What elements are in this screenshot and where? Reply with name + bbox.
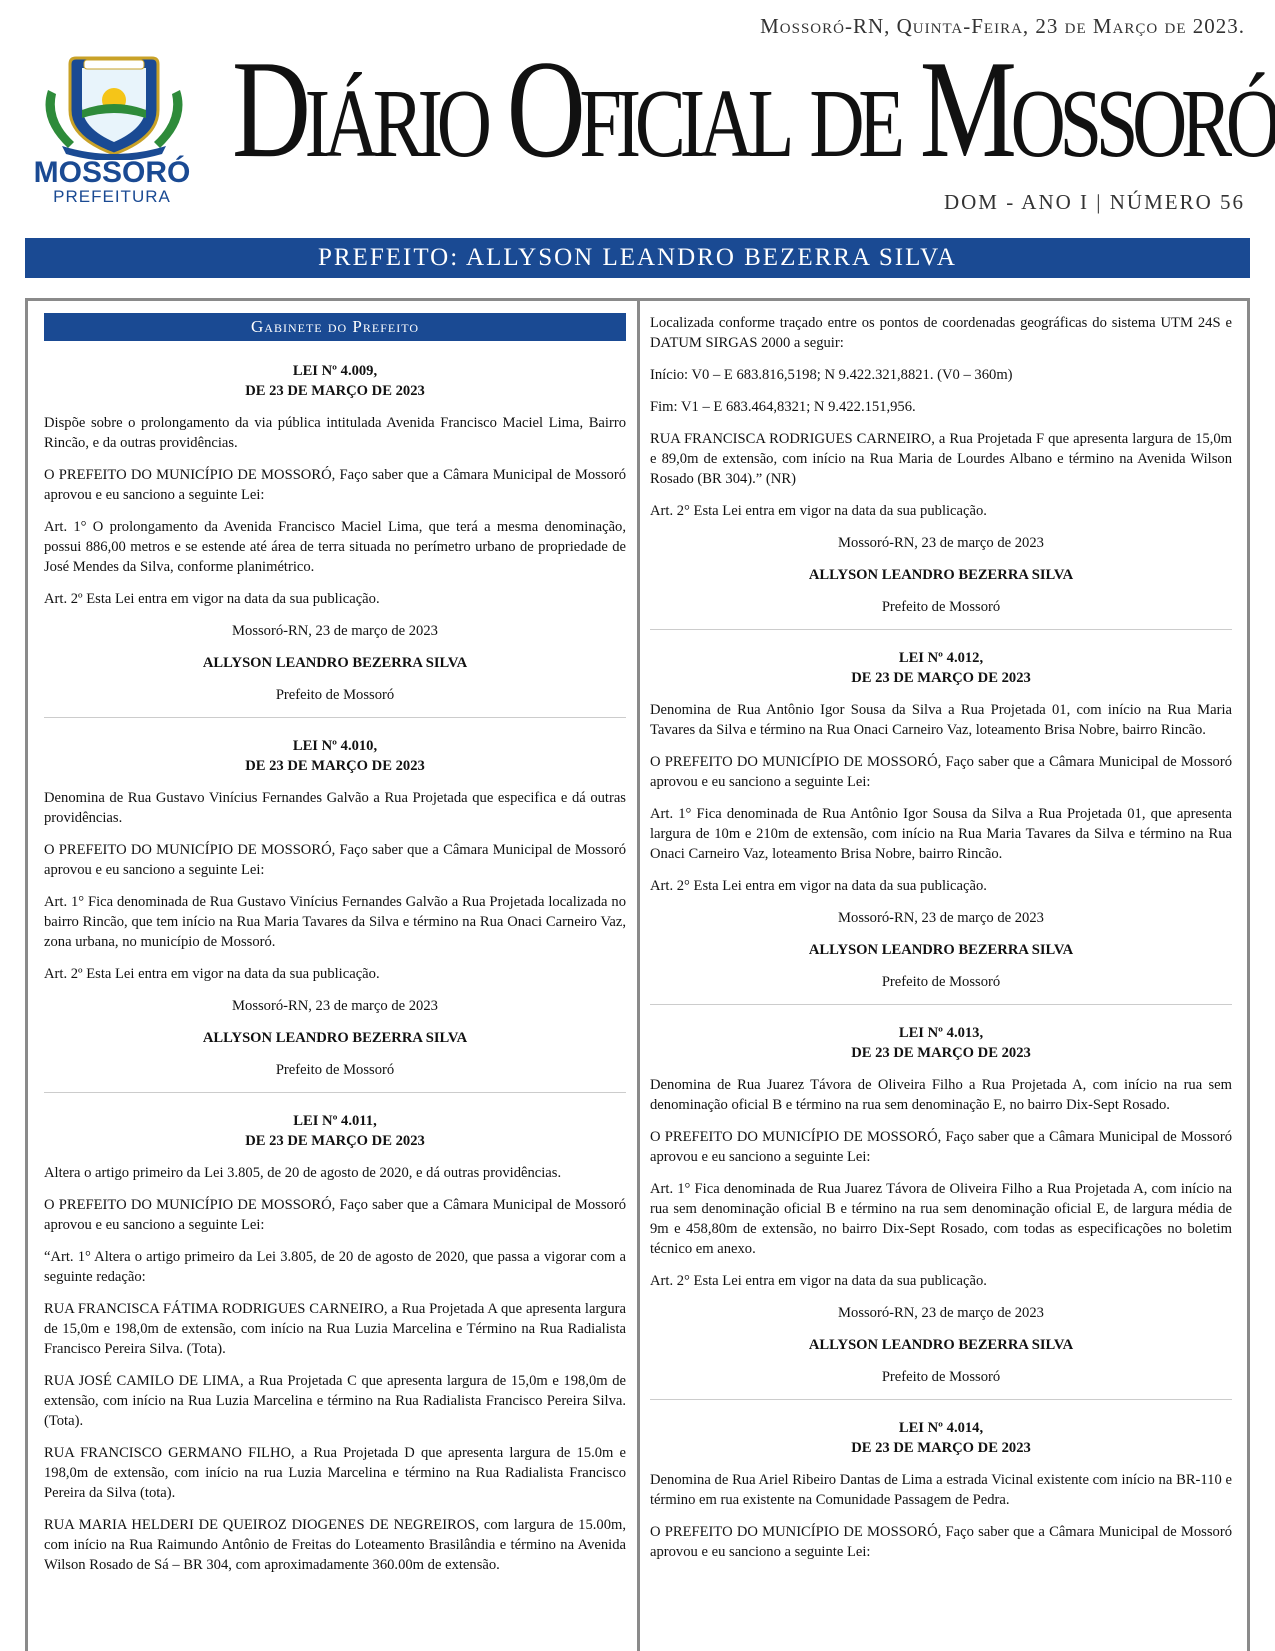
law-preamble: O PREFEITO DO MUNICÍPIO DE MOSSORÓ, Faço saber que a Câmara Municipal de Mossoró aprovou e eu sanciono a seguinte Lei: bbox=[650, 1129, 1232, 1165]
law-4014 bbox=[650, 1418, 1232, 1562]
law-title bbox=[44, 361, 626, 401]
section-header: Gabinete do Prefeito bbox=[44, 313, 626, 341]
left-column bbox=[44, 313, 626, 1587]
law-preamble: O PREFEITO DO MUNICÍPIO DE MOSSORÓ, Faço saber que a Câmara Municipal de Mossoró aprovou e eu sanciono a seguinte Lei: bbox=[44, 1197, 626, 1233]
law-date: DE 23 DE MARÇO DE 2023 bbox=[245, 1133, 425, 1149]
law-4013 bbox=[650, 1023, 1232, 1387]
law-date: DE 23 DE MARÇO DE 2023 bbox=[851, 670, 1031, 686]
law-place-date: Mossoró-RN, 23 de março de 2023 bbox=[838, 1305, 1044, 1321]
signer-name: ALLYSON LEANDRO BEZERRA SILVA bbox=[808, 942, 1074, 958]
law-article-1: Art. 1° O prolongamento da Avenida Francisco Maciel Lima, que terá a mesma denominação, possui 886,00 metros e se estende até área de terra situada no perímetro urbano de propriedade de José Mendes da Silva, conforme planimétrico. bbox=[44, 519, 626, 575]
law-place-date: Mossoró-RN, 23 de março de 2023 bbox=[838, 910, 1044, 926]
logo-name: MOSSORÓ bbox=[33, 156, 191, 189]
dateline: Mossoró-RN, Quinta-Feira, 23 de Março de 2023. bbox=[760, 14, 1245, 38]
law-date: DE 23 DE MARÇO DE 2023 bbox=[245, 758, 425, 774]
law-ementa: Denomina de Rua Gustavo Vinícius Fernandes Galvão a Rua Projetada que especifica e dá outras providências. bbox=[44, 790, 626, 826]
masthead-title: Diário Oficial de Mossoró bbox=[232, 32, 1275, 187]
mayor-banner: PREFEITO: ALLYSON LEANDRO BEZERRA SILVA bbox=[25, 238, 1250, 278]
law-article-1: Art. 1° Fica denominada de Rua Juarez Távora de Oliveira Filho a Rua Projetada A, com início na rua sem denominação oficial B e término na rua sem denominação oficial E, de largura média de 9m e 458,80m de extensão, no bairro Dix-Sept Rosado, com todas as especificações no boletim técnico em anexo. bbox=[650, 1181, 1232, 1257]
law-title bbox=[650, 1023, 1232, 1063]
law-4011-continued bbox=[650, 313, 1232, 617]
law-article-1: Art. 1° Fica denominada de Rua Gustavo Vinícius Fernandes Galvão a Rua Projetada localizada no bairro Rincão, que tem início na Rua Maria Tavares da Silva e término na Rua Onaci Carneiro Vaz, zona urbana, no município de Mossoró. bbox=[44, 894, 626, 950]
right-column bbox=[650, 313, 1232, 1574]
coat-of-arms-icon bbox=[24, 50, 204, 160]
signer-name: ALLYSON LEANDRO BEZERRA SILVA bbox=[808, 1337, 1074, 1353]
signer-role: Prefeito de Mossoró bbox=[275, 687, 395, 703]
signer-name: ALLYSON LEANDRO BEZERRA SILVA bbox=[808, 567, 1074, 583]
law-preamble: O PREFEITO DO MUNICÍPIO DE MOSSORÓ, Faço saber que a Câmara Municipal de Mossoró aprovou e eu sanciono a seguinte Lei: bbox=[650, 754, 1232, 790]
separator bbox=[650, 629, 1232, 630]
law-date: DE 23 DE MARÇO DE 2023 bbox=[851, 1045, 1031, 1061]
column-divider bbox=[637, 298, 640, 1651]
law-number: LEI Nº 4.010, bbox=[292, 738, 378, 754]
law-paragraph: RUA JOSÉ CAMILO DE LIMA, a Rua Projetada C que apresenta largura de 15,0m e 198,0m de extensão, com início na Rua Luzia Marcelina e término na Rua Radialista Francisco Pereira Silva. (Tota). bbox=[44, 1373, 626, 1429]
law-paragraph: RUA FRANCISCA FÁTIMA RODRIGUES CARNEIRO, a Rua Projetada A que apresenta largura de 15,0m e 198,0m de extensão, com início na Rua Luzia Marcelina e Término na Rua Radialista Francisco Pereira Silva. (Tota). bbox=[44, 1301, 626, 1357]
law-number: LEI Nº 4.011, bbox=[293, 1113, 377, 1129]
law-place-date: Mossoró-RN, 23 de março de 2023 bbox=[232, 623, 438, 639]
law-4011 bbox=[44, 1111, 626, 1575]
law-article-2: Art. 2° Esta Lei entra em vigor na data da sua publicação. bbox=[650, 878, 987, 894]
law-title bbox=[650, 648, 1232, 688]
law-article-2: Art. 2° Esta Lei entra em vigor na data da sua publicação. bbox=[650, 1273, 987, 1289]
logo-subtitle: PREFEITURA bbox=[53, 187, 171, 206]
signer-role: Prefeito de Mossoró bbox=[275, 1062, 395, 1078]
law-date: DE 23 DE MARÇO DE 2023 bbox=[851, 1440, 1031, 1456]
law-article-1: “Art. 1° Altera o artigo primeiro da Lei 3.805, de 20 de agosto de 2020, que passa a vigorar com a seguinte redação: bbox=[44, 1249, 626, 1285]
law-place-date: Mossoró-RN, 23 de março de 2023 bbox=[838, 535, 1044, 551]
signer-name: ALLYSON LEANDRO BEZERRA SILVA bbox=[202, 1030, 468, 1046]
law-ementa: Denomina de Rua Juarez Távora de Oliveira Filho a Rua Projetada A, com início na rua sem denominação oficial B e término na rua sem denominação E, no bairro Dix-Sept Rosado. bbox=[650, 1077, 1232, 1113]
law-title bbox=[44, 736, 626, 776]
law-title bbox=[44, 1111, 626, 1151]
law-article-2: Art. 2º Esta Lei entra em vigor na data da sua publicação. bbox=[44, 966, 380, 982]
law-4009 bbox=[44, 361, 626, 705]
law-ementa: Altera o artigo primeiro da Lei 3.805, de 20 de agosto de 2020, e dá outras providências. bbox=[44, 1165, 562, 1181]
law-paragraph: RUA MARIA HELDERI DE QUEIROZ DIOGENES DE NEGREIROS, com largura de 15.00m, com início na Rua Raimundo Antônio de Freitas do Loteamento Brasilândia e término na Avenida Wilson Rosado de Sá – BR 304, com aproximadamente 360.00m de extensão. bbox=[44, 1517, 626, 1573]
law-ementa: Denomina de Rua Ariel Ribeiro Dantas de Lima a estrada Vicinal existente com início na BR-110 e término em rua existente na Comunidade Passagem de Pedra. bbox=[650, 1472, 1232, 1508]
signer-role: Prefeito de Mossoró bbox=[881, 599, 1001, 615]
law-paragraph: RUA FRANCISCA RODRIGUES CARNEIRO, a Rua Projetada F que apresenta largura de 15,0m e 89,0m de extensão, com início na Rua Maria de Lourdes Albano e término na Avenida Wilson Rosado (BR 304).” (NR) bbox=[650, 431, 1232, 487]
signer-role: Prefeito de Mossoró bbox=[881, 974, 1001, 990]
law-article-2: Art. 2º Esta Lei entra em vigor na data da sua publicação. bbox=[44, 591, 380, 607]
edition-number: DOM - ANO I | NÚMERO 56 bbox=[943, 190, 1245, 214]
law-paragraph: RUA FRANCISCO GERMANO FILHO, a Rua Projetada D que apresenta largura de 15.0m e 198,0m de extensão, com início na rua Luzia Marcelina e término na Rua Radialista Francisco Pereira da Silva (tota). bbox=[44, 1445, 626, 1501]
law-article-1: Art. 1° Fica denominada de Rua Antônio Igor Sousa da Silva a Rua Projetada 01, que apresenta largura de 10m e 210m de extensão, com início na Rua Maria Tavares da Silva e término na Rua Onaci Carneiro Vaz, loteamento Brisa Nobre, bairro Rincão. bbox=[650, 806, 1232, 862]
law-preamble: O PREFEITO DO MUNICÍPIO DE MOSSORÓ, Faço saber que a Câmara Municipal de Mossoró aprovou e eu sanciono a seguinte Lei: bbox=[44, 842, 626, 878]
signer-name: ALLYSON LEANDRO BEZERRA SILVA bbox=[202, 655, 468, 671]
separator bbox=[650, 1004, 1232, 1005]
law-ementa: Denomina de Rua Antônio Igor Sousa da Silva a Rua Projetada 01, com início na Rua Maria Tavares da Silva e término na Rua Onaci Carneiro Vaz, loteamento Brisa Nobre, bairro Rincão. bbox=[650, 702, 1232, 738]
law-4010 bbox=[44, 736, 626, 1080]
law-article-2: Art. 2° Esta Lei entra em vigor na data da sua publicação. bbox=[650, 503, 987, 519]
law-paragraph: Localizada conforme traçado entre os pontos de coordenadas geográficas do sistema UTM 24S e DATUM SIRGAS 2000 a seguir: bbox=[650, 315, 1232, 351]
law-paragraph: Início: V0 – E 683.816,5198; N 9.422.321,8821. (V0 – 360m) bbox=[650, 367, 1013, 383]
law-4012 bbox=[650, 648, 1232, 992]
law-number: LEI Nº 4.014, bbox=[898, 1420, 984, 1436]
law-paragraph: Fim: V1 – E 683.464,8321; N 9.422.151,956. bbox=[650, 399, 916, 415]
signer-role: Prefeito de Mossoró bbox=[881, 1369, 1001, 1385]
law-title bbox=[650, 1418, 1232, 1458]
law-preamble: O PREFEITO DO MUNICÍPIO DE MOSSORÓ, Faço saber que a Câmara Municipal de Mossoró aprovou e eu sanciono a seguinte Lei: bbox=[650, 1524, 1232, 1560]
separator bbox=[650, 1399, 1232, 1400]
law-date: DE 23 DE MARÇO DE 2023 bbox=[245, 383, 425, 399]
separator bbox=[44, 717, 626, 718]
law-ementa: Dispõe sobre o prolongamento da via pública intitulada Avenida Francisco Maciel Lima, Bairro Rincão, e da outras providências. bbox=[44, 415, 626, 451]
law-preamble: O PREFEITO DO MUNICÍPIO DE MOSSORÓ, Faço saber que a Câmara Municipal de Mossoró aprovou e eu sanciono a seguinte Lei: bbox=[44, 467, 626, 503]
law-number: LEI Nº 4.012, bbox=[898, 650, 984, 666]
law-place-date: Mossoró-RN, 23 de março de 2023 bbox=[232, 998, 438, 1014]
law-number: LEI Nº 4.009, bbox=[292, 363, 378, 379]
law-number: LEI Nº 4.013, bbox=[898, 1025, 984, 1041]
separator bbox=[44, 1092, 626, 1093]
